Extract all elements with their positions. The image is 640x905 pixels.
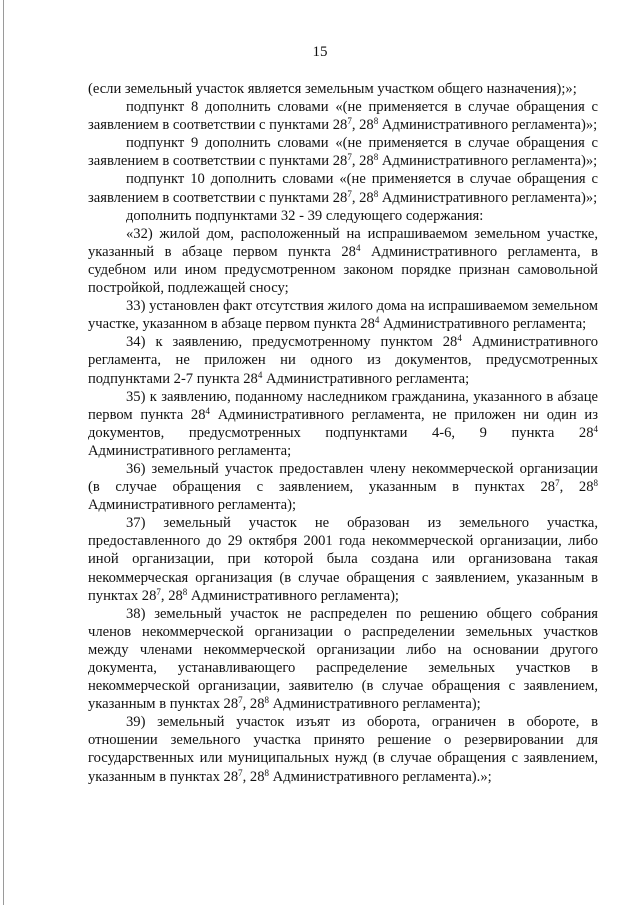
paragraph: дополнить подпунктами 32 - 39 следующего содержания: bbox=[126, 207, 484, 224]
paragraph: 34) к заявлению, предусмотренному пунктом $28^4$ Административного регламента, не приложен ни одного из документов, предусмотренных подпунктами 2-7 пункта $28^4$ Административного регламента; bbox=[88, 333, 598, 387]
paragraph: 33) установлен факт отсутствия жилого дома на испрашиваемом земельном участке, указанном в абзаце первом пункта $28^4$ Административного регламента; bbox=[88, 298, 598, 333]
paragraph: 35) к заявлению, поданному наследником гражданина, указанного в абзаце первом пункта $28^4$ Административного регламента, не приложен ни один из документов, предусмотренных подпунктами 4-6, 9 пункта $28^4$ Административного регламента; bbox=[88, 388, 598, 459]
paragraph: 39) земельный участок изъят из оборота, ограничен в обороте, в отношении земельного участка принято решение о резервировании для государственных или муниципальных нужд (в случае обращения с заявлением, указанным в пунктах $28^7$, $28^8$ Административного регламента).»; bbox=[88, 714, 598, 785]
paragraph: подпункт 9 дополнить словами «(не применяется в случае обращения с заявлением в соответствии с пунктами $28^7$, $28^8$ Административного регламента)»; bbox=[88, 135, 598, 170]
paragraph: 37) земельный участок не образован из земельного участка, предоставленного до 29 октября 2001 года некоммерческой организации, либо иной организации, при которой была создана или организована такая некоммерческая организация (в случае обращения с заявлением, указанным в пунктах $28^7$, $28^8$ Административного регламента); bbox=[88, 515, 598, 604]
page-edge-shadow bbox=[3, 0, 4, 905]
paragraph: подпункт 10 дополнить словами «(не применяется в случае обращения с заявлением в соответствии с пунктами $28^7$, $28^8$ Административного регламента)»; bbox=[88, 171, 598, 206]
paragraph: 38) земельный участок не распределен по решению общего собрания членов некоммерческой организации о распределении земельных участков между членами некоммерческой организации либо на основании другого документа, устанавливающего распределение земельных участков в некоммерческой организации, заявителю (в случае обращения с заявлением, указанным в пунктах $28^7$, $28^8$ Административного регламента); bbox=[88, 605, 598, 713]
paragraph: (если земельный участок является земельным участком общего назначения);»; bbox=[88, 81, 577, 97]
page-number: 15 bbox=[312, 44, 328, 60]
paragraph: 36) земельный участок предоставлен члену некоммерческой организации (в случае обращения с заявлением, указанным в пунктах $28^7$, $28^8$ Административного регламента); bbox=[88, 460, 598, 514]
paragraph: «32) жилой дом, расположенный на испрашиваемом земельном участке, указанный в абзаце первом пункта $28^4$ Административного регламента, в судебном или ином предусмотренном законом порядке признан самовольной постройкой, подлежащей сносу; bbox=[88, 225, 598, 297]
paragraph: подпункт 8 дополнить словами «(не применяется в случае обращения с заявлением в соответствии с пунктами $28^7$, $28^8$ Административного регламента)»; bbox=[88, 99, 598, 134]
document-body bbox=[88, 80, 598, 786]
